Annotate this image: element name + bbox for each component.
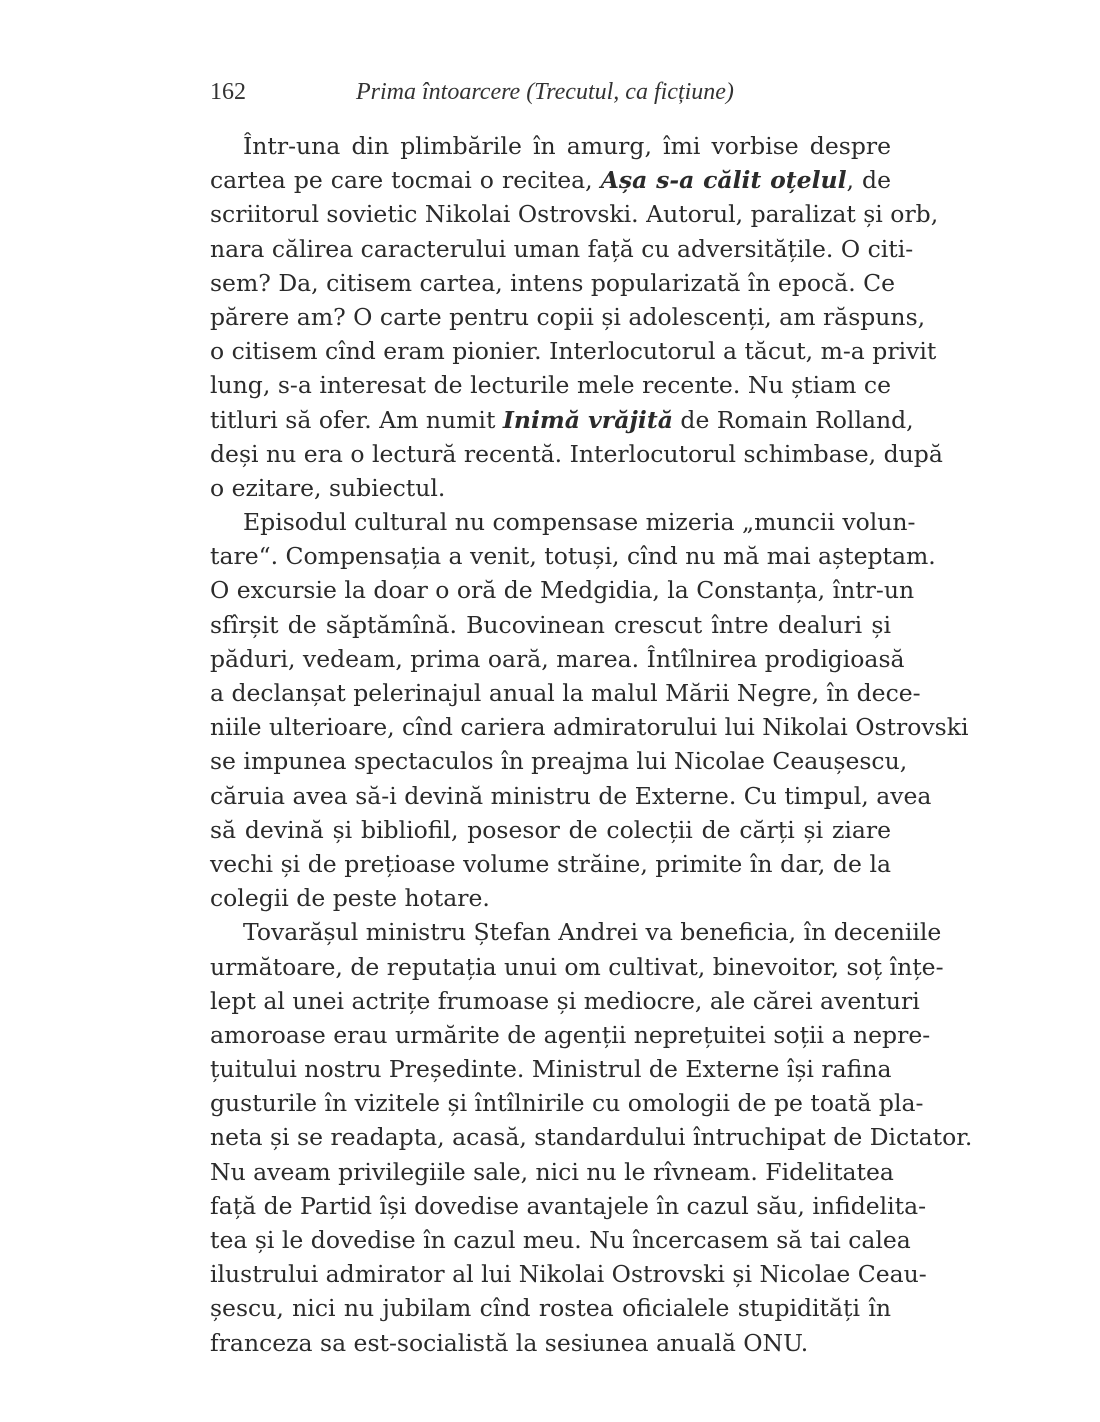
page-number: 162 — [210, 79, 246, 105]
text-line: franceza sa est-socialistă la sesiunea anuală ONU. — [210, 1328, 809, 1357]
text-line: căruia avea să-i devină ministru de Externe. Cu timpul, avea — [210, 781, 932, 810]
text-line: tare“. Compensația a venit, totuși, cînd nu mă mai așteptam. — [210, 542, 936, 571]
text-line: O excursie la doar o oră de Medgidia, la Constanța, într-un — [210, 576, 915, 605]
text-line: lung, s-a interesat de lecturile mele recente. Nu știam ce — [210, 371, 891, 400]
text-line: ilustrului admirator al lui Nikolai Ostrovski și Nicolae Ceau- — [210, 1260, 927, 1289]
text-line: neta și se readapta, acasă, standardului întruchipat de Dictator. — [210, 1123, 973, 1152]
text-line: Episodul cultural nu compensase mizeria „muncii volun- — [243, 508, 916, 537]
text-line: titluri să ofer. Am numit Inimă vrăjită de Romain Rolland, — [210, 405, 914, 434]
text-line: următoare, de reputația unui om cultivat, binevoitor, soț înțe- — [210, 952, 944, 981]
text-line: o citisem cînd eram pionier. Interlocutorul a tăcut, m-a privit — [210, 337, 937, 366]
book-title-emphasis: Așa s-a călit oțelul — [600, 166, 847, 195]
text-line: cartea pe care tocmai o recitea, Așa s-a călit oțelul, de — [210, 166, 891, 195]
text-line: sfîrșit de săptămînă. Bucovinean crescut între dealuri și — [210, 610, 891, 639]
body-text — [210, 129, 973, 1360]
text-line: a declanșat pelerinajul anual la malul Mării Negre, în dece- — [210, 679, 921, 707]
text-line: vechi și de prețioase volume străine, primite în dar, de la — [210, 849, 891, 878]
text-line: tea și le dovedise în cazul meu. Nu încercasem să tai calea — [210, 1226, 911, 1254]
text-line: nara călirea caracterului uman față cu adversitățile. O citi- — [210, 234, 914, 263]
text-line: sem? Da, citisem cartea, intens popularizată în epocă. Ce — [210, 268, 896, 297]
text-line: țuitului nostru Președinte. Ministrul de Externe își rafina — [210, 1055, 892, 1084]
text-line: șescu, nici nu jubilam cînd rostea oficialele stupidități în — [210, 1294, 891, 1323]
text-line: păduri, vedeam, prima oară, marea. Întîlnirea prodigioasă — [210, 644, 905, 673]
paragraph — [210, 129, 943, 505]
paragraph — [210, 505, 969, 915]
book-title-emphasis: Inimă vrăjită — [502, 405, 673, 434]
text-line: o ezitare, subiectul. — [210, 473, 446, 502]
text-line: deși nu era o lectură recentă. Interlocutorul schimbase, după — [210, 439, 943, 468]
text-line: gusturile în vizitele și întîlnirile cu omologii de pe toată pla- — [210, 1089, 924, 1118]
text-line: față de Partid își dovedise avantajele în cazul său, infidelita- — [210, 1191, 927, 1220]
text-line: Tovarășul ministru Ștefan Andrei va beneficia, în deceniile — [243, 918, 942, 947]
text-line: scriitorul sovietic Nikolai Ostrovski. Autorul, paralizat și orb, — [210, 200, 939, 229]
text-line: lept al unei actrițe frumoase și mediocre, ale cărei aventuri — [210, 986, 920, 1015]
text-line: se impunea spectaculos în preajma lui Nicolae Ceaușescu, — [210, 747, 908, 776]
text-line: amoroase erau urmărite de agenții neprețuitei soții a nepre- — [210, 1020, 931, 1049]
text-line: colegii de peste hotare. — [210, 884, 490, 913]
running-header — [210, 76, 891, 108]
running-title: Prima întoarcere (Trecutul, ca ficțiune) — [356, 79, 734, 105]
paragraph — [210, 915, 973, 1359]
text-line: părere am? O carte pentru copii și adolescenți, am răspuns, — [210, 302, 926, 331]
text-line: Într-una din plimbările în amurg, îmi vorbise despre — [243, 132, 891, 160]
text-line: Nu aveam privilegiile sale, nici nu le rîvneam. Fidelitatea — [210, 1157, 894, 1186]
text-line: niile ulterioare, cînd cariera admiratorului lui Nikolai Ostrovski — [210, 713, 969, 742]
text-line: să devină și bibliofil, posesor de colecții de cărți și ziare — [210, 815, 891, 844]
